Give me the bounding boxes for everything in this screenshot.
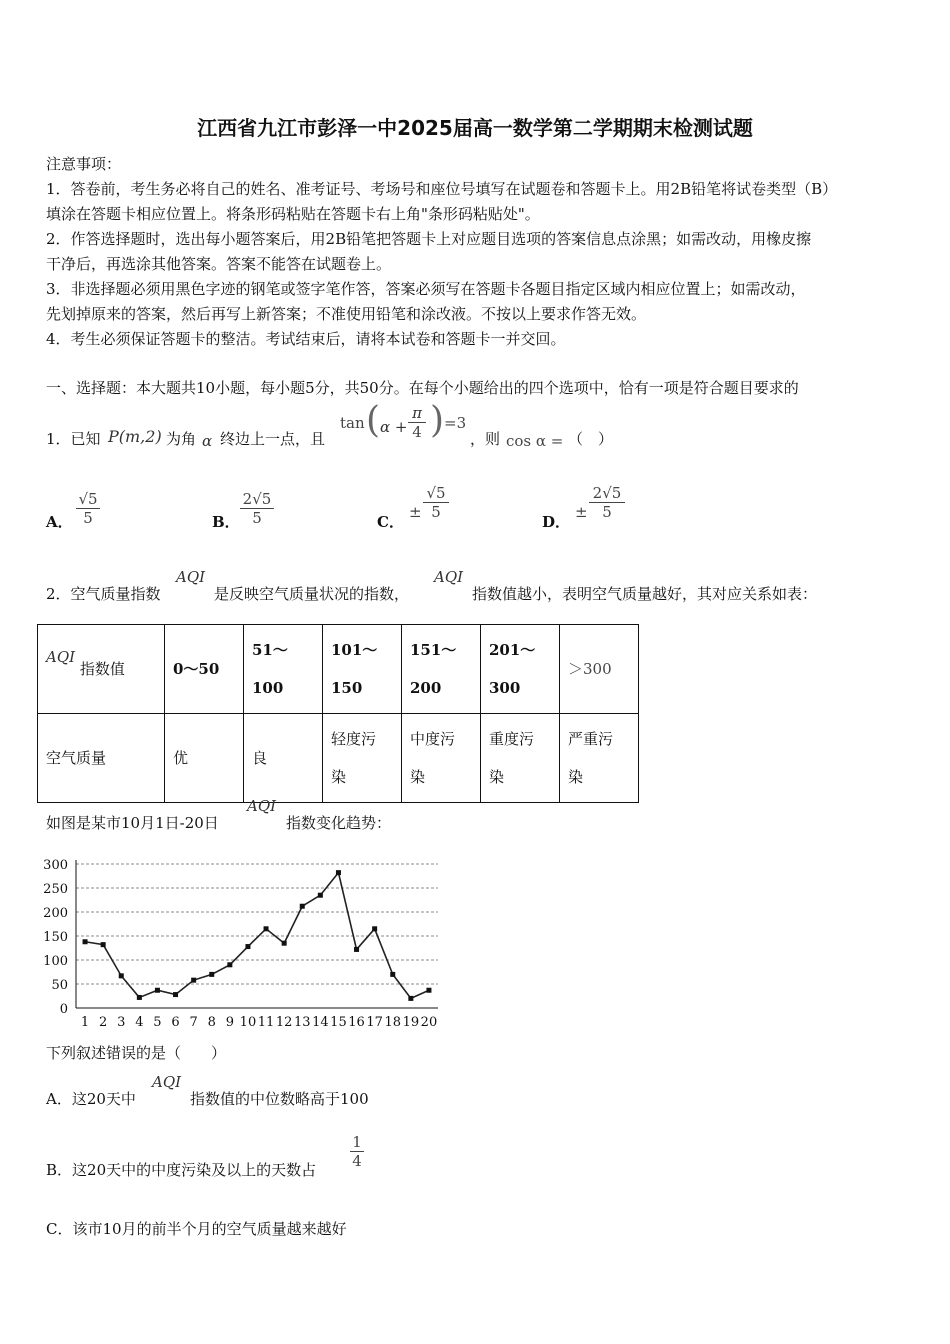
- notice-line-1: 1．答卷前，考生务必将自己的姓名、准考证号、考场号和座位号填写在试题卷和答题卡上。用2B铅笔将试卷类型（B）: [46, 180, 838, 198]
- q1-cos: cos α =: [506, 432, 564, 450]
- option-fraction: [589, 484, 625, 521]
- table-cell: [481, 714, 560, 803]
- option-label: C．: [377, 513, 404, 531]
- data-point: [119, 973, 124, 978]
- option-fraction: [76, 490, 100, 527]
- x-tick-label: 1: [80, 1015, 90, 1030]
- q1-pi-fraction: [408, 404, 426, 441]
- data-point: [372, 926, 377, 931]
- chart-intro-a: 如图是某市10月1日-20日: [46, 814, 219, 832]
- aqi-symbol: AQI: [46, 648, 76, 666]
- q2-mid: 是反映空气质量状况的指数，: [214, 585, 410, 603]
- y-tick-label: 100: [43, 954, 68, 969]
- data-point: [209, 972, 214, 977]
- data-point: [137, 995, 142, 1000]
- fraction-numerator: √5: [423, 484, 449, 503]
- option-label: A．: [46, 513, 73, 531]
- x-tick-label: 11: [257, 1015, 275, 1030]
- fraction-denominator: 5: [431, 503, 441, 521]
- x-tick-label: 6: [171, 1015, 180, 1030]
- table-row: [38, 714, 639, 803]
- q1-paren: （ ）: [568, 430, 614, 448]
- cell-line: 染: [331, 768, 347, 786]
- option-label: D．: [542, 513, 571, 531]
- cell-line: 中度污: [410, 730, 456, 748]
- x-tick-label: 20: [420, 1015, 438, 1030]
- cell-line: 轻度污: [331, 730, 377, 748]
- x-tick-label: 17: [366, 1015, 383, 1030]
- data-point: [300, 904, 305, 909]
- table-cell: 良: [244, 714, 323, 803]
- aqi-table: [37, 624, 639, 803]
- table-cell: [402, 714, 481, 803]
- x-tick-label: 16: [348, 1015, 365, 1030]
- option-fraction: [240, 490, 274, 527]
- q2-option-a-text-b: 指数值的中位数略高于100: [190, 1090, 369, 1108]
- cell-line: 201～: [489, 641, 536, 659]
- cell-line: 严重污: [568, 730, 614, 748]
- data-point: [173, 992, 178, 997]
- q1-prefix: 1．已知: [46, 430, 101, 448]
- cell-line: 200: [410, 679, 442, 697]
- plus-minus-sign: ±: [575, 503, 588, 521]
- notice-line-3: 2．作答选择题时，选出每小题答案后，用2B铅笔把答题卡上对应题目选项的答案信息点涂黑；如需改动，用橡皮擦: [46, 230, 812, 248]
- data-point: [426, 988, 431, 993]
- q2-suffix: 指数值越小，表明空气质量越好，其对应关系如表：: [472, 585, 818, 603]
- data-point: [101, 942, 106, 947]
- x-tick-label: 10: [239, 1015, 257, 1030]
- cell-line: 101～: [331, 641, 378, 659]
- fraction-denominator: 5: [602, 503, 612, 521]
- series-line: [85, 873, 429, 999]
- section-heading: 一、选择题：本大题共10小题，每小题5分，共50分。在每个小题给出的四个选项中，恰有一项是符合题目要求的: [46, 379, 799, 397]
- data-point: [227, 962, 232, 967]
- q1-pi: π: [408, 404, 426, 423]
- data-point: [191, 978, 196, 983]
- fraction-denominator: 5: [252, 509, 262, 527]
- x-tick-label: 19: [402, 1015, 420, 1030]
- data-point: [282, 941, 287, 946]
- notice-line-4: 干净后，再选涂其他答案。答案不能答在试题卷上。: [46, 255, 392, 273]
- q2-aqi-1: AQI: [176, 568, 206, 586]
- q2-option-a-aqi: AQI: [152, 1073, 182, 1091]
- y-tick-label: 300: [43, 858, 68, 873]
- x-tick-label: 14: [312, 1015, 329, 1030]
- q2-prefix: 2．空气质量指数: [46, 585, 161, 603]
- q2-option-c-text: C．该市10月的前半个月的空气质量越来越好: [46, 1220, 347, 1238]
- cell-line: 300: [489, 679, 521, 697]
- notice-line-6: 先划掉原来的答案，然后再写上新答案；不准使用铅笔和涂改液。不按以上要求作答无效。: [46, 305, 647, 323]
- x-tick-label: 8: [207, 1015, 216, 1030]
- notice-line-7: 4．考生必须保证答题卡的整洁。考试结束后，请将本试卷和答题卡一并交回。: [46, 330, 566, 348]
- table-cell: [481, 625, 560, 714]
- table-cell: [402, 625, 481, 714]
- q2-option-b-text: B．这20天中的中度污染及以上的天数占: [46, 1161, 317, 1179]
- table-cell: 51～100: [244, 625, 323, 714]
- data-point: [318, 893, 323, 898]
- x-tick-label: 15: [330, 1015, 347, 1030]
- y-tick-label: 250: [43, 882, 68, 897]
- x-tick-label: 18: [384, 1015, 402, 1030]
- x-tick-label: 7: [189, 1015, 198, 1030]
- aqi-line-chart: [40, 850, 450, 1035]
- notice-line-5: 3．非选择题必须用黑色字迹的钢笔或签字笔作答，答案必须写在答题卡各题目指定区域内相应位置上；如需改动，: [46, 280, 806, 298]
- y-tick-label: 200: [43, 906, 68, 921]
- y-tick-label: 0: [59, 1002, 68, 1017]
- data-point: [264, 926, 269, 931]
- option-label: B．: [212, 513, 240, 531]
- x-tick-label: 4: [135, 1015, 144, 1030]
- x-tick-label: 3: [117, 1015, 126, 1030]
- q1-point: P(m,2): [108, 427, 162, 446]
- x-tick-label: 2: [99, 1015, 108, 1030]
- cell-line: 151～: [410, 641, 457, 659]
- cell-line: 染: [568, 768, 584, 786]
- chart-intro-aqi: AQI: [247, 797, 277, 815]
- option-fraction: [423, 484, 449, 521]
- table-head-text: 指数值: [79, 660, 125, 678]
- cell-line: 150: [331, 679, 363, 697]
- q1-paren-left: (: [366, 400, 381, 441]
- notice-heading: 注意事项：: [46, 155, 122, 173]
- data-point: [390, 972, 395, 977]
- table-cell: [560, 714, 639, 803]
- fraction-numerator: 2√5: [240, 490, 274, 509]
- data-point: [354, 947, 359, 952]
- fraction-denominator: 4: [352, 1152, 362, 1170]
- fraction-numerator: 2√5: [589, 484, 625, 503]
- table-head-aqi: [38, 625, 165, 714]
- data-point: [408, 996, 413, 1001]
- cell-line: 染: [489, 768, 505, 786]
- data-point: [336, 870, 341, 875]
- chart-intro-b: 指数变化趋势：: [286, 814, 392, 832]
- notice-line-2: 填涂在答题卡相应位置上。将条形码粘贴在答题卡右上角"条形码粘贴处"。: [46, 205, 540, 223]
- table-cell: [323, 714, 402, 803]
- x-tick-label: 5: [153, 1015, 162, 1030]
- q1-tan: tan: [340, 414, 365, 432]
- cell-line: 染: [410, 768, 426, 786]
- q2-option-a-text-a: A．这20天中: [46, 1090, 136, 1108]
- q2-aqi-2: AQI: [434, 568, 464, 586]
- q1-inner: α +: [380, 418, 408, 436]
- fraction-numerator: √5: [76, 490, 100, 509]
- q1-paren-right: ): [430, 400, 445, 441]
- q1-mid1: 为角: [166, 430, 197, 448]
- q1-eq3: =3: [444, 414, 467, 432]
- q1-mid2: 终边上一点，且: [220, 430, 326, 448]
- x-tick-label: 9: [225, 1015, 234, 1030]
- x-tick-label: 12: [275, 1015, 293, 1030]
- q1-four: 4: [412, 423, 422, 441]
- x-tick-label: 13: [293, 1015, 311, 1030]
- data-point: [155, 988, 160, 993]
- q1-then: ，则: [470, 430, 501, 448]
- y-tick-label: 150: [43, 930, 68, 945]
- table-cell: ＞300: [560, 625, 639, 714]
- table-head-quality: 空气质量: [38, 714, 165, 803]
- fraction-numerator: 1: [350, 1133, 364, 1152]
- table-row: [38, 625, 639, 714]
- data-point: [245, 944, 250, 949]
- q2-option-b-fraction: [350, 1133, 364, 1170]
- fraction-denominator: 5: [83, 509, 93, 527]
- cell-line: 重度污: [489, 730, 535, 748]
- table-cell: 0～50: [165, 625, 244, 714]
- y-tick-label: 50: [51, 978, 68, 993]
- table-cell: [323, 625, 402, 714]
- data-point: [83, 939, 88, 944]
- page-title: 江西省九江市彭泽一中2025届高一数学第二学期期末检测试题: [197, 116, 753, 140]
- q2-question: 下列叙述错误的是（ ）: [46, 1044, 227, 1062]
- q1-alpha: α: [202, 432, 213, 450]
- table-cell: 优: [165, 714, 244, 803]
- plus-minus-sign: ±: [409, 503, 422, 521]
